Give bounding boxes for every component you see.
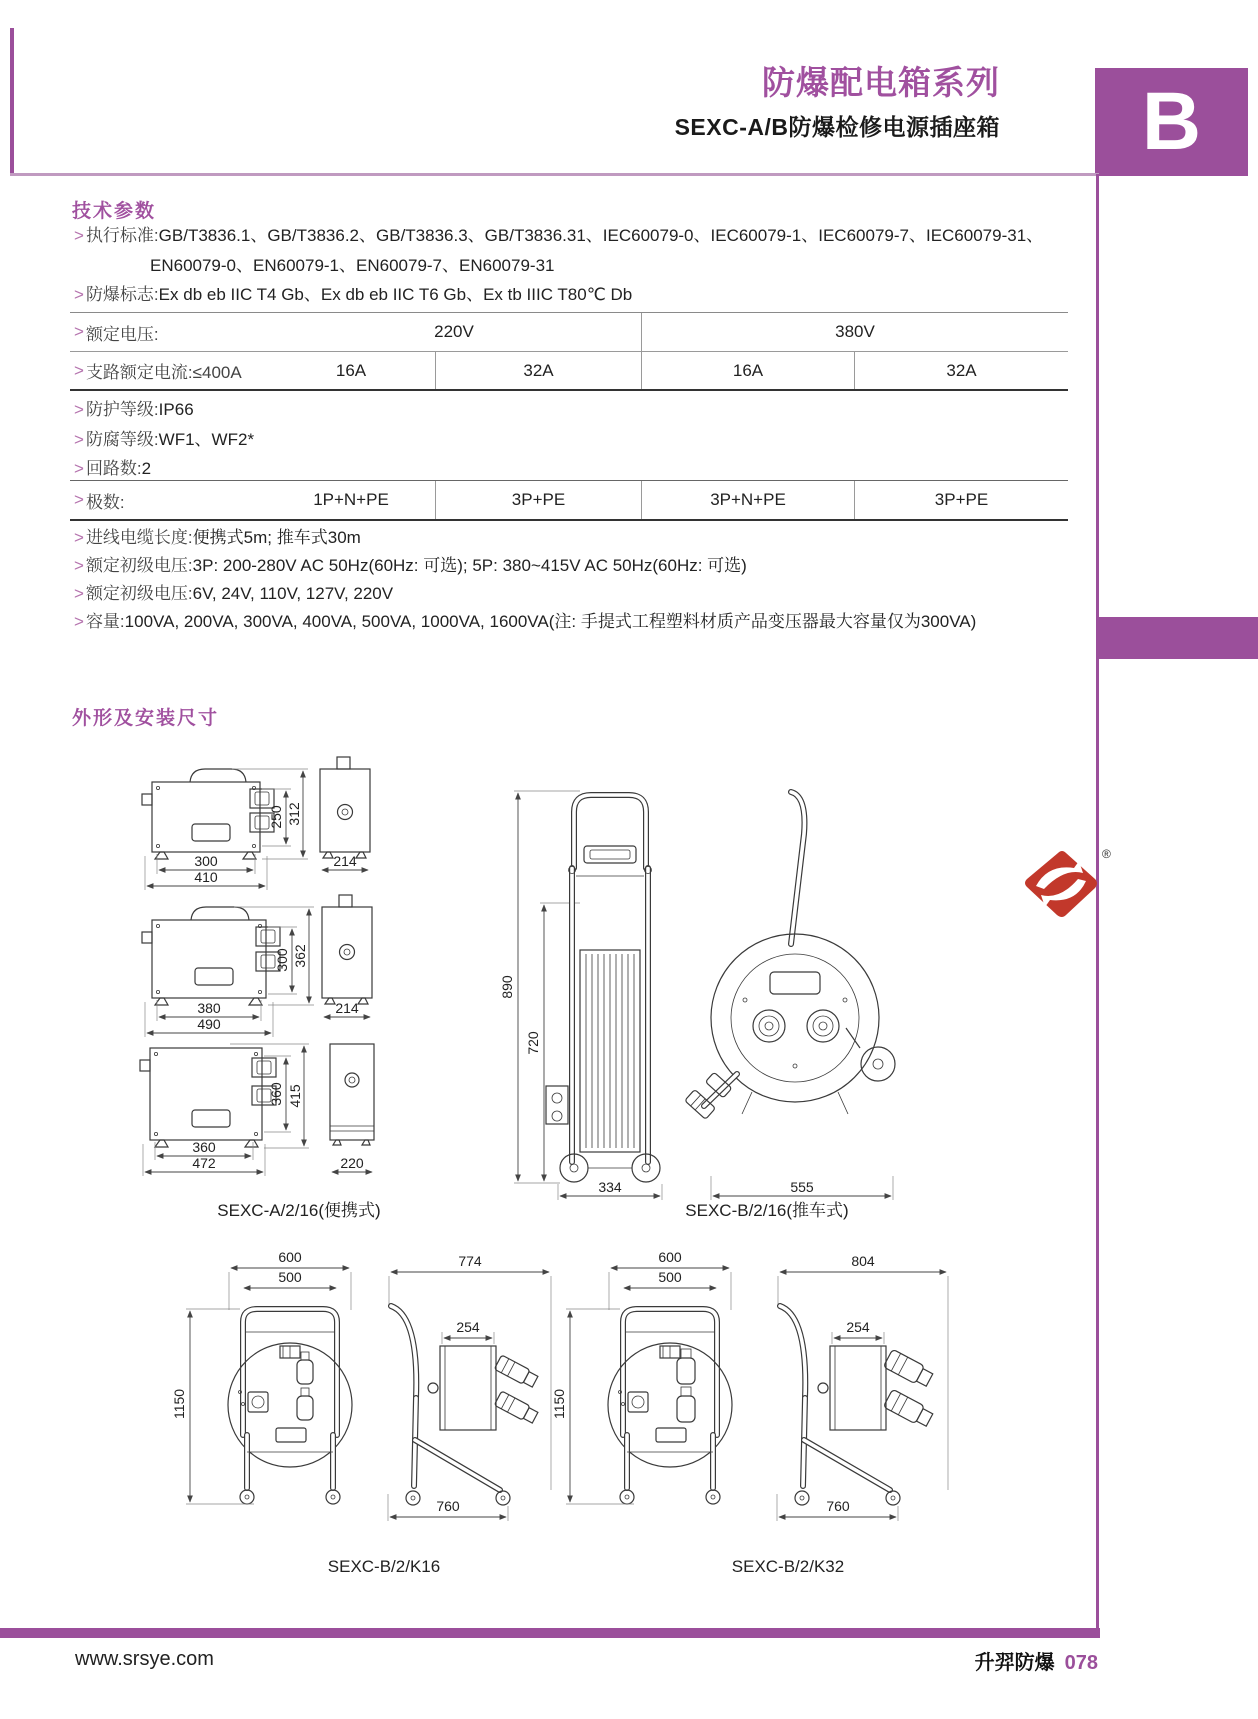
spec-value: 100VA, 200VA, 300VA, 400VA, 500VA, 1000VA, 1600VA(注: 手提式工程塑料材质产品变压器最大容量仅为300VA) [124,612,977,631]
current-cell: 16A [267,351,435,389]
dim-label: 214 [333,853,357,869]
dim-label: 500 [278,1269,302,1285]
trolley-reel-side-view [685,792,895,1200]
spec-label: 额定初级电压: [85,556,193,575]
bullet: > [74,490,84,509]
dim-label: 760 [436,1498,460,1514]
k32-front-view [551,1249,732,1504]
product-subtitle: SEXC-A/B防爆检修电源插座箱 [674,113,1000,140]
bullet: > [74,400,84,419]
spec-label: 防爆标志: [85,285,159,304]
spec-value: Ex db eb IIC T4 Gb、Ex db eb IIC T6 Gb、Ex tb IIIC T80℃ Db [158,285,633,304]
dim-label: 774 [458,1253,482,1269]
spec-label: 回路数: [85,459,142,478]
voltage-220-cell: 220V [434,322,474,341]
poles-cell: 3P+PE [854,481,1068,519]
bullet: > [74,430,84,449]
dim-label: 890 [499,975,515,999]
dim-label: 362 [292,944,308,968]
dim-label: 360 [192,1139,216,1155]
spec-value: 6V, 24V, 110V, 127V, 220V [192,584,394,603]
k32-side-view [777,1253,948,1521]
series-title: 防爆配电箱系列 [762,64,1000,101]
dim-label: 410 [194,869,218,885]
dim-label: 472 [192,1155,216,1171]
dim-label: 380 [197,1000,221,1016]
poles-cell: 1P+N+PE [313,490,389,509]
current-cell: 16A [641,351,854,389]
spec-label: 额定初级电压: [85,584,193,603]
dim-label: 415 [287,1084,303,1108]
current-cell: 32A [854,351,1068,389]
bullet: > [74,226,84,245]
voltage-380-cell: 380V [641,313,1068,351]
dim-label: 490 [197,1016,221,1032]
bullet: > [74,556,84,575]
bullet: > [74,322,84,341]
dim-label: 600 [658,1249,682,1265]
current-label: 支路额定电流:≤400A [85,363,242,382]
poles-cell: 3P+N+PE [641,481,854,519]
spec-label: 防护等级: [85,400,159,419]
dim-label: 720 [525,1031,541,1055]
dim-label: 254 [846,1319,870,1335]
registered-mark: ® [1102,847,1111,861]
spec-value: 2 [141,459,152,478]
spec-value: GB/T3836.1、GB/T3836.2、GB/T3836.3、GB/T3836.31、IEC60079-0、IEC60079-1、IEC60079-7、IEC60079-31、 [158,226,1044,245]
dim-label: 360 [268,1082,284,1106]
caption-portable: SEXC-A/2/16(便携式) [217,1201,381,1220]
portable-box-view2 [142,895,372,1037]
spec-value: 便携式5m; 推车式30m [192,528,361,547]
trolley-front-view [499,791,662,1200]
footer-brand: 升羿防爆 [974,1652,1055,1674]
bullet: > [74,612,84,631]
spec-label: 容量: [85,612,125,631]
bullet: > [74,528,84,547]
section-tab-letter: B [1095,68,1248,176]
spec-value: 3P: 200-280V AC 50Hz(60Hz: 可选); 5P: 380~415V AC 50Hz(60Hz: 可选) [192,556,747,575]
caption-k32: SEXC-B/2/K32 [731,1557,845,1576]
voltage-label: 额定电压: [85,324,159,344]
k16-side-view [388,1253,551,1521]
caption-k16: SEXC-B/2/K16 [327,1557,441,1576]
dim-label: 250 [268,805,284,829]
spec-value: IP66 [158,400,194,419]
dim-label: 804 [851,1253,875,1269]
dim-label: 220 [340,1155,364,1171]
poles-label: 极数: [85,492,125,512]
caption-trolley: SEXC-B/2/16(推车式) [685,1201,849,1220]
poles-cell: 3P+PE [435,481,641,519]
footer-brand-page [975,1646,1098,1675]
dim-label: 555 [790,1179,814,1195]
dim-label: 214 [335,1000,359,1016]
dim-label: 1150 [171,1388,187,1420]
dim-label: 300 [274,948,290,972]
dim-label: 334 [598,1179,622,1195]
spec-label: 进线电缆长度: [85,528,193,547]
spec-label: 防腐等级: [85,430,159,449]
bullet: > [74,459,84,478]
dim-label: 500 [658,1269,682,1285]
portable-box-view1 [142,757,370,890]
tech-params-heading: 技术参数 [72,201,157,222]
dim-label: 1150 [551,1388,567,1420]
dim-label: 600 [278,1249,302,1265]
footer-page-number: 078 [1064,1652,1098,1674]
bullet: > [74,360,84,380]
company-logo [1025,847,1111,917]
bullet: > [74,285,84,304]
spec-value: EN60079-0、EN60079-1、EN60079-7、EN60079-31 [150,256,555,275]
dim-label: 300 [194,853,218,869]
portable-box-view3 [140,1044,374,1176]
spec-value: WF1、WF2* [158,430,255,449]
dim-label: 254 [456,1319,480,1335]
footer-bar [0,1628,1100,1638]
dimensions-heading: 外形及安装尺寸 [72,708,220,729]
k16-front-view [171,1249,352,1504]
dim-label: 312 [286,802,302,826]
bullet: > [74,584,84,603]
current-cell: 32A [435,351,641,389]
footer-url: www.srsye.com [75,1648,214,1670]
dim-label: 760 [826,1498,850,1514]
spec-label: 执行标准: [85,226,159,245]
